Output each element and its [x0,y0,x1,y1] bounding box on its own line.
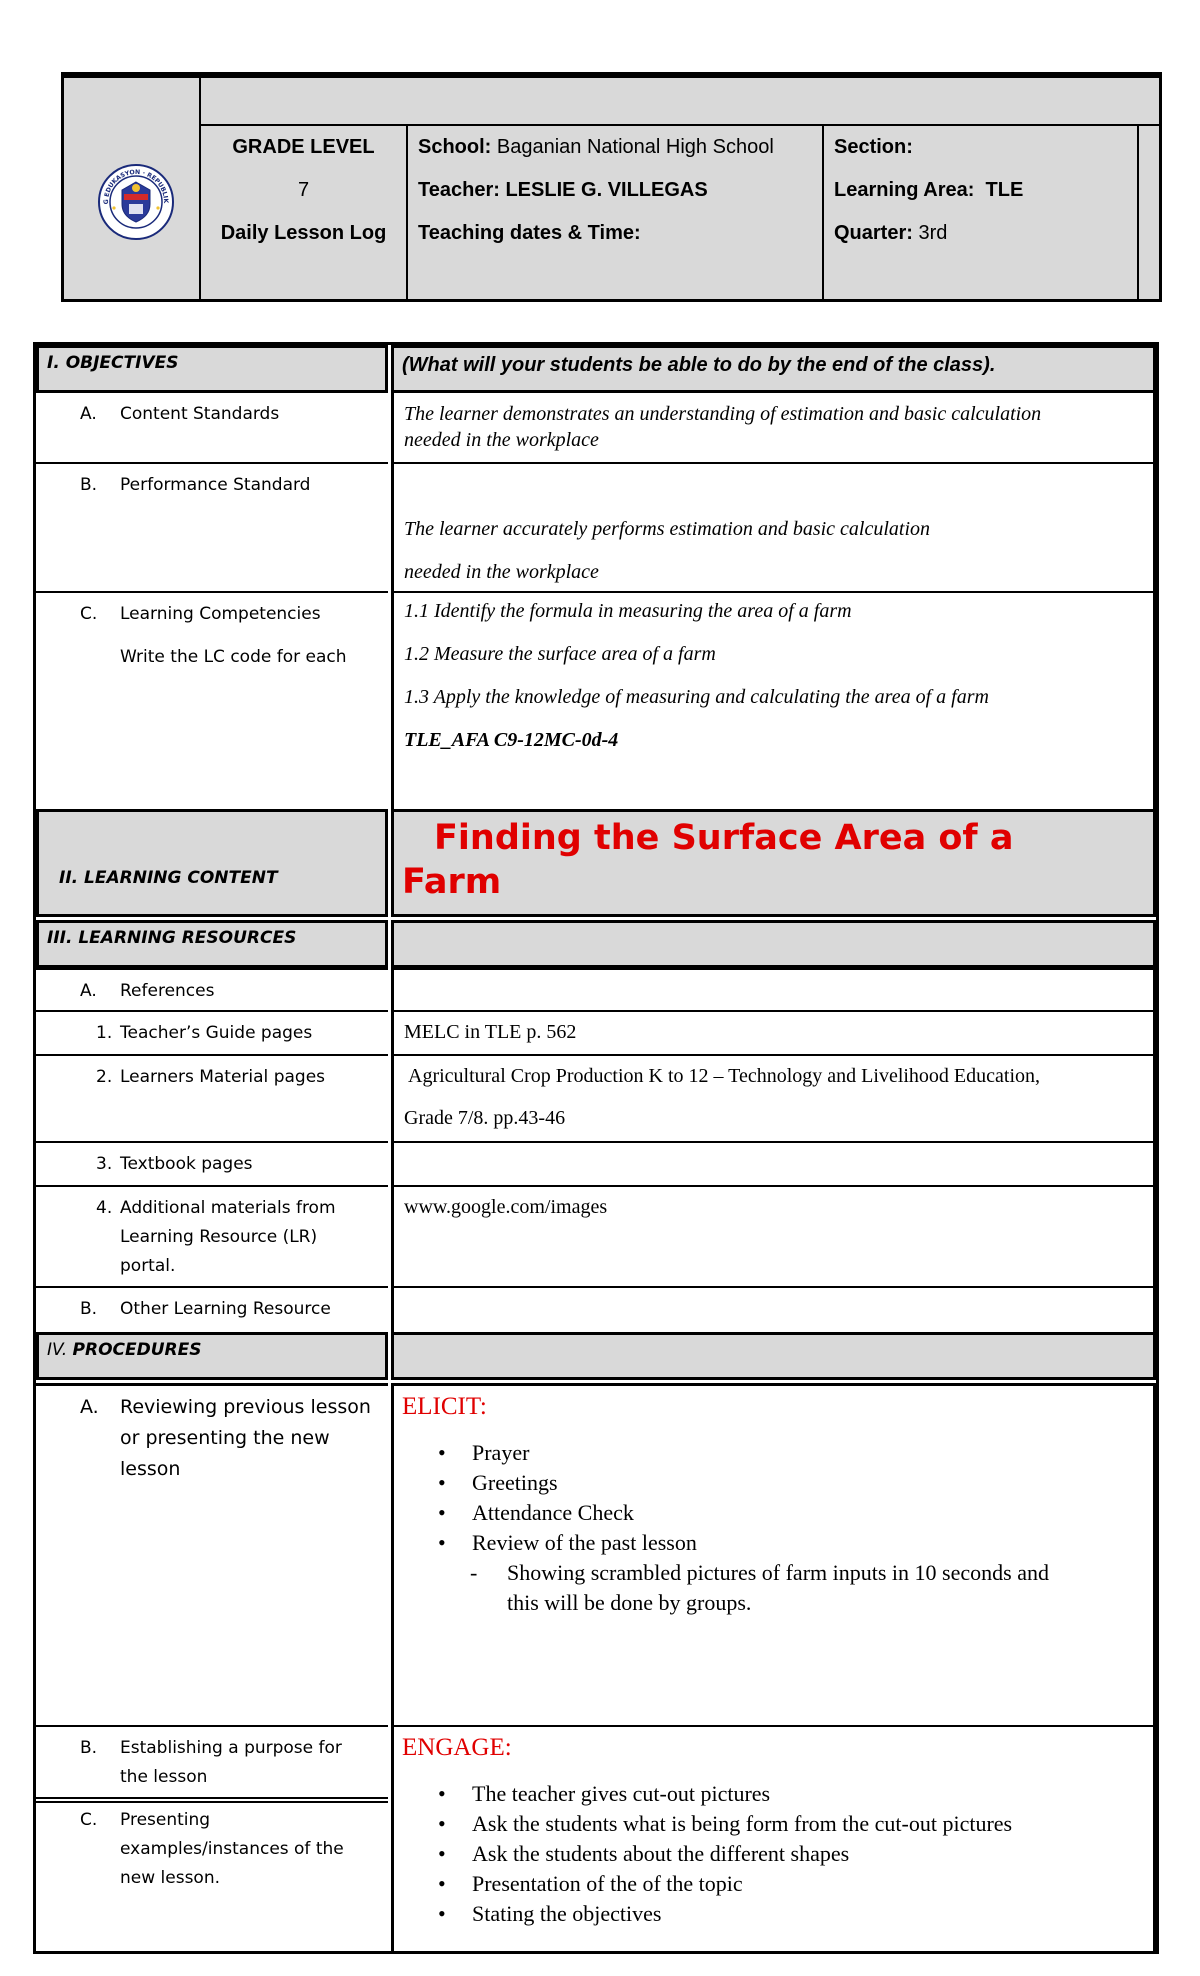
purpose-letter: B. [80,1738,98,1758]
objectives-header-cell [36,345,388,393]
review-letter: A. [80,1396,99,1418]
learners-material-value-2: Grade 7/8. pp.43-46 [404,1107,566,1129]
competencies-letter: C. [80,604,98,624]
textbook-number: 3. [96,1154,113,1174]
review-value-cell [391,1383,1156,1727]
competency-item-1: 1.1 Identify the formula in measuring the area of a farm [404,600,852,622]
review-label-3: lesson [120,1458,181,1480]
competencies-sub-label: Write the LC code for each [120,647,347,667]
learning-area-value: TLE [985,179,1024,201]
procedures-blank-cell [391,1332,1156,1380]
learning-area-label: Learning Area: [834,179,975,201]
elicit-item-prayer: • Prayer [432,1438,1143,1468]
performance-standard-label: Performance Standard [120,475,311,495]
learning-content-label: II. LEARNING CONTENT [59,868,278,888]
teachers-guide-value: MELC in TLE p. 562 [404,1021,577,1043]
engage-heading: ENGAGE: [402,1734,512,1761]
elicit-item-greetings: • Greetings [432,1468,1143,1498]
engage-item-5: • Stating the objectives [432,1899,1143,1929]
additional-materials-label-2: Learning Resource (LR) [120,1227,318,1247]
content-standards-text-2: needed in the workplace [404,429,599,451]
performance-standard-text-1: The learner accurately performs estimation and basic calculation [404,518,931,540]
textbook-value-cell [391,1143,1156,1187]
additional-materials-label-cell [36,1187,388,1288]
header-end-cell [1139,124,1162,299]
objectives-label: I. OBJECTIVES [47,353,179,373]
school-value: Baganian National High School [496,136,774,158]
engage-item-4: • Presentation of the of the topic [432,1869,1143,1899]
school-cell [408,124,824,299]
logo-cell [64,78,201,299]
log-title: Daily Lesson Log [220,222,387,244]
textbook-label-cell [36,1143,388,1187]
deped-seal-logo [98,164,174,240]
references-letter: A. [80,981,97,1001]
competencies-label-cell [36,593,388,809]
teacher-value: LESLIE G. VILLEGAS [505,179,708,201]
elicit-dash: - [470,1560,478,1585]
purpose-label-cell [36,1727,388,1799]
references-value-cell [391,968,1156,1012]
quarter-value: 3rd [918,222,948,244]
references-label-cell [36,968,388,1012]
other-resource-value-cell [391,1288,1156,1332]
grade-level-label: GRADE LEVEL [232,136,375,158]
teachers-guide-label-cell [36,1012,388,1056]
learning-resources-blank-cell [391,920,1156,968]
additional-materials-label-1: Additional materials from [120,1198,336,1218]
section-label: Section: [834,136,913,158]
procedures-header-cell [36,1332,388,1380]
performance-standard-letter: B. [80,475,98,495]
examples-label-3: new lesson. [120,1868,221,1888]
examples-label-2: examples/instances of the [120,1839,344,1859]
objectives-prompt: (What will your students be able to do by the end of the class). [402,354,996,376]
learning-resources-header-cell [36,920,388,968]
school-label: School: [418,136,492,158]
additional-materials-number: 4. [96,1198,113,1218]
content-standards-text-1: The learner demonstrates an understanding of estimation and basic calculation [404,403,1042,425]
engage-value-cell [391,1727,1156,1951]
learners-material-value-cell [391,1056,1156,1143]
teachers-guide-value-cell [391,1012,1156,1056]
additional-materials-value: www.google.com/images [404,1196,608,1218]
header-top-bar [201,78,1159,126]
quarter-label: Quarter: [834,222,913,244]
purpose-label-1: Establishing a purpose for [120,1738,342,1758]
examples-label-cell [36,1801,388,1951]
grade-level-value: 7 [297,179,310,201]
deped-seal-icon [98,164,174,240]
textbook-label: Textbook pages [120,1154,253,1174]
elicit-item-attendance: • Attendance Check [432,1498,1143,1528]
procedures-label: PROCEDURES [72,1340,202,1360]
teachers-guide-label: Teacher’s Guide pages [120,1023,313,1043]
engage-list [432,1779,1143,1929]
other-resource-label: Other Learning Resource [120,1299,331,1319]
engage-item-1: • The teacher gives cut-out pictures [432,1779,1143,1809]
learners-material-label: Learners Material pages [120,1067,326,1087]
content-standards-label: Content Standards [120,404,280,424]
seal-text: G EDUKASYON · REPUBLIK [102,168,170,205]
examples-letter: C. [80,1810,98,1830]
learning-resources-label: III. LEARNING RESOURCES [47,928,297,948]
other-resource-label-cell [36,1288,388,1332]
performance-standard-value-cell [391,464,1156,593]
additional-materials-value-cell [391,1187,1156,1288]
learners-material-number: 2. [96,1067,113,1087]
performance-standard-text-2: needed in the workplace [404,561,599,583]
elicit-list [432,1438,1143,1558]
competencies-label: Learning Competencies [120,604,321,624]
elicit-item-review: • Review of the past lesson [432,1528,1143,1558]
teachers-guide-number: 1. [96,1023,113,1043]
other-resource-letter: B. [80,1299,98,1319]
teacher-label: Teacher: [418,179,500,201]
lesson-title-line-1: Finding the Surface Area of a [434,818,1014,858]
elicit-dash-text-1: Showing scrambled pictures of farm inputs in 10 seconds and [507,1560,1049,1585]
grade-level-cell [201,124,408,299]
lesson-table [33,342,1159,1954]
section-cell [824,124,1139,299]
competency-item-2: 1.2 Measure the surface area of a farm [404,643,716,665]
references-label: References [120,981,215,1001]
performance-standard-label-cell [36,464,388,593]
objectives-prompt-cell [391,345,1156,393]
learners-material-label-cell [36,1056,388,1143]
header-box [61,72,1162,302]
learning-content-header-cell [36,809,388,917]
content-standards-letter: A. [80,404,97,424]
lesson-title-line-2: Farm [402,862,502,902]
purpose-label-2: the lesson [120,1767,208,1787]
competency-item-3: 1.3 Apply the knowledge of measuring and calculating the area of a farm [404,686,989,708]
learners-material-value-1: Agricultural Crop Production K to 12 – Technology and Livelihood Education, [408,1065,1041,1087]
review-label-2: or presenting the new [120,1427,330,1449]
additional-materials-label-3: portal. [120,1256,176,1276]
review-label-cell [36,1383,388,1727]
competencies-value-cell [391,593,1156,809]
procedures-prefix: IV. [47,1340,68,1360]
engage-item-2: • Ask the students what is being form from the cut-out pictures [432,1809,1143,1839]
elicit-heading: ELICIT: [402,1393,487,1420]
teaching-dates-label: Teaching dates & Time: [418,222,641,244]
engage-item-3: • Ask the students about the different shapes [432,1839,1143,1869]
content-standards-label-cell [36,393,388,464]
elicit-dash-text-2: this will be done by groups. [507,1590,752,1615]
examples-label-1: Presenting [120,1810,211,1830]
review-label-1: Reviewing previous lesson [120,1396,371,1418]
content-standards-value-cell [391,393,1156,464]
competency-code: TLE_AFA C9-12MC-0d-4 [404,729,619,751]
learning-content-title-cell [391,809,1156,917]
